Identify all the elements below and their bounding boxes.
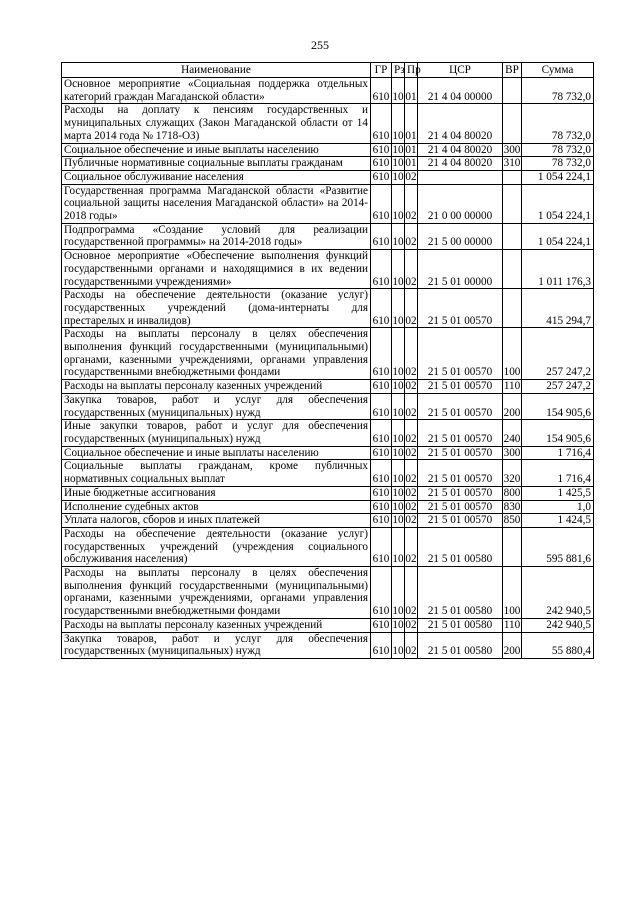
cell-name: Социальное обслуживание населения: [62, 170, 371, 184]
cell-gr: 610: [371, 380, 392, 394]
cell-name: Уплата налогов, сборов и иных платежей: [62, 514, 371, 528]
cell-vr: 830: [503, 500, 521, 513]
cell-sum: 257 247,2: [522, 380, 594, 394]
cell-pr: 02: [405, 223, 418, 249]
table-row: [62, 486, 594, 500]
cell-rz: 10: [392, 380, 404, 393]
table-row: [62, 527, 594, 566]
cell-pr: 02: [405, 500, 417, 513]
page-number: 255: [311, 38, 329, 52]
cell-pr: 01: [405, 78, 418, 104]
cell-pr: 02: [405, 420, 418, 446]
cell-sum: 78 732,0: [522, 78, 594, 104]
cell-rz: 10: [392, 78, 405, 104]
table-row: [62, 289, 594, 328]
cell-name: Основное мероприятие «Социальная поддержка отдельных категорий граждан Магаданской области»: [62, 78, 371, 104]
header-pr: Пр: [405, 63, 418, 78]
cell-name: Расходы на обеспечение деятельности (оказание услуг) государственных учреждений (учреждения социального обслуживания населения): [62, 527, 371, 566]
cell-rz: 10: [392, 514, 404, 527]
cell-csr: 21 5 01 00580: [418, 527, 503, 566]
cell-gr: 610: [371, 486, 392, 500]
cell-rz: 10: [392, 527, 405, 566]
cell-csr: 21 4 04 80020: [418, 157, 503, 171]
cell-vr: 200: [503, 632, 522, 658]
cell-csr: 21 5 01 00580: [418, 618, 503, 632]
cell-rz: 10: [392, 486, 404, 499]
cell-sum: 1 011 176,3: [522, 250, 594, 289]
table-row: [62, 514, 594, 528]
table-row: [62, 223, 594, 249]
cell-pr: 02: [405, 250, 418, 289]
cell-name: Подпрограмма «Создание условий для реализации государственной программы» на 2014-2018 годы»: [62, 223, 371, 249]
cell-vr: [503, 184, 522, 223]
cell-pr: 01: [405, 143, 417, 156]
cell-vr: [503, 527, 522, 566]
cell-gr: 610: [371, 157, 392, 171]
table-row: [62, 500, 594, 514]
cell-gr: 610: [371, 618, 392, 632]
cell-vr: 300: [503, 143, 521, 156]
cell-gr: 610: [371, 143, 392, 157]
cell-gr: 610: [371, 223, 392, 249]
cell-pr: 02: [405, 289, 418, 328]
cell-name: Расходы на выплаты персоналу в целях обеспечения выполнения функций государственными (муниципальными) органами, казенными учреждениями, органами управления государственными внебюджетными фондами: [62, 328, 371, 380]
cell-csr: 21 5 01 00570: [418, 380, 503, 394]
cell-rz: 10: [392, 289, 405, 328]
cell-gr: 610: [371, 567, 392, 619]
cell-gr: 610: [371, 460, 392, 486]
cell-name: Закупка товаров, работ и услуг для обеспечения государственных (муниципальных) нужд: [62, 632, 371, 658]
cell-name: Иные закупки товаров, работ и услуг для обеспечения государственных (муниципальных) нужд: [62, 420, 371, 446]
cell-sum: 415 294,7: [522, 289, 594, 328]
cell-csr: 21 5 01 00570: [418, 446, 503, 460]
cell-vr: [503, 250, 522, 289]
cell-sum: 1 424,5: [522, 514, 594, 528]
cell-pr: 02: [405, 328, 418, 380]
cell-rz: 10: [392, 393, 405, 419]
cell-pr: 02: [405, 567, 418, 619]
cell-rz: 10: [392, 460, 405, 486]
cell-rz: 10: [392, 632, 405, 658]
cell-vr: [503, 223, 522, 249]
cell-rz: 10: [392, 143, 404, 156]
cell-sum: 1 054 224,1: [522, 223, 594, 249]
cell-gr: 610: [371, 78, 392, 104]
cell-rz: 10: [392, 500, 404, 513]
cell-pr: 02: [405, 170, 417, 183]
cell-vr: 200: [503, 393, 522, 419]
cell-csr: 21 5 01 00570: [418, 289, 503, 328]
cell-name: Публичные нормативные социальные выплаты гражданам: [62, 157, 371, 171]
cell-vr: [503, 170, 522, 184]
cell-pr: 02: [405, 460, 418, 486]
cell-csr: 21 4 04 80020: [418, 104, 503, 143]
cell-name: Основное мероприятие «Обеспечение выполнения функций государственными органами и находящимися в их ведении государственными учреждениями»: [62, 250, 371, 289]
cell-sum: 78 732,0: [522, 157, 594, 171]
cell-csr: 21 5 01 00570: [418, 460, 503, 486]
cell-name: Расходы на обеспечение деятельности (оказание услуг) государственных учреждений (дома-интернаты для престарелых и инвалидов): [62, 289, 371, 328]
cell-gr: 610: [371, 500, 392, 514]
cell-gr: 610: [371, 420, 392, 446]
cell-csr: 21 5 01 00570: [418, 328, 503, 380]
table-row: [62, 446, 594, 460]
cell-rz: 10: [392, 446, 404, 459]
cell-sum: 257 247,2: [522, 328, 594, 380]
table-row: [62, 143, 594, 157]
table-row: [62, 420, 594, 446]
cell-pr: 02: [405, 380, 417, 393]
cell-sum: 1 054 224,1: [522, 184, 594, 223]
cell-vr: 850: [503, 514, 521, 527]
cell-rz: 10: [392, 567, 405, 619]
cell-sum: 55 880,4: [522, 632, 594, 658]
cell-vr: 310: [503, 157, 521, 170]
cell-pr: 02: [405, 393, 418, 419]
cell-csr: 21 5 00 00000: [418, 223, 503, 249]
cell-csr: 21 5 01 00570: [418, 514, 503, 528]
cell-vr: 320: [503, 460, 522, 486]
cell-pr: 02: [405, 514, 417, 527]
cell-pr: 02: [405, 527, 418, 566]
cell-sum: 1 054 224,1: [522, 170, 594, 184]
table-row: [62, 184, 594, 223]
cell-rz: 10: [392, 104, 405, 143]
cell-sum: 1 716,4: [522, 460, 594, 486]
cell-name: Социальное обеспечение и иные выплаты населению: [62, 446, 371, 460]
header-sum: Сумма: [522, 63, 594, 78]
cell-csr: 21 4 04 80020: [418, 143, 503, 157]
cell-name: Расходы на выплаты персоналу казенных учреждений: [62, 618, 371, 632]
cell-gr: 610: [371, 446, 392, 460]
cell-sum: 154 905,6: [522, 393, 594, 419]
budget-table: [61, 62, 594, 659]
table-row: [62, 632, 594, 658]
table-row: [62, 460, 594, 486]
header-csr: ЦСР: [418, 63, 503, 78]
cell-vr: 100: [503, 328, 522, 380]
cell-rz: 10: [392, 223, 405, 249]
cell-name: Расходы на выплаты персоналу в целях обеспечения выполнения функций государственными (муниципальными) органами, казенными учреждениями, органами управления государственными внебюджетными фондами: [62, 567, 371, 619]
cell-name: Расходы на доплату к пенсиям государственных и муниципальных служащих (Закон Магаданской области от 14 марта 2014 года № 1718-ОЗ): [62, 104, 371, 143]
cell-name: Закупка товаров, работ и услуг для обеспечения государственных (муниципальных) нужд: [62, 393, 371, 419]
cell-rz: 10: [392, 157, 404, 170]
cell-pr: 01: [405, 157, 417, 170]
cell-rz: 10: [392, 170, 404, 183]
cell-vr: 240: [503, 420, 522, 446]
cell-vr: [503, 104, 522, 143]
header-name: Наименование: [62, 63, 371, 78]
cell-csr: 21 0 00 00000: [418, 184, 503, 223]
cell-rz: 10: [392, 184, 405, 223]
cell-vr: 800: [503, 486, 521, 499]
table-row: [62, 78, 594, 104]
table-row: [62, 250, 594, 289]
table-body: [62, 78, 594, 659]
cell-vr: [503, 78, 522, 104]
cell-vr: 110: [503, 380, 521, 393]
cell-csr: 21 5 01 00570: [418, 393, 503, 419]
cell-rz: 10: [392, 328, 405, 380]
table-row: [62, 618, 594, 632]
cell-sum: 154 905,6: [522, 420, 594, 446]
cell-rz: 10: [392, 618, 404, 631]
cell-name: Расходы на выплаты персоналу казенных учреждений: [62, 380, 371, 394]
cell-gr: 610: [371, 632, 392, 658]
cell-csr: 21 4 04 00000: [418, 78, 503, 104]
cell-pr: 01: [405, 104, 418, 143]
cell-name: Социальное обеспечение и иные выплаты населению: [62, 143, 371, 157]
cell-sum: 1 425,5: [522, 486, 594, 500]
cell-pr: 02: [405, 184, 418, 223]
header-vr: ВР: [503, 63, 522, 78]
table-row: [62, 328, 594, 380]
cell-gr: 610: [371, 104, 392, 143]
cell-sum: 242 940,5: [522, 567, 594, 619]
cell-gr: 610: [371, 514, 392, 528]
cell-pr: 02: [405, 632, 418, 658]
cell-csr: 21 5 01 00580: [418, 632, 503, 658]
cell-gr: 610: [371, 527, 392, 566]
cell-name: Государственная программа Магаданской области «Развитие социальной защиты населения Магаданской области» на 2014-2018 годы»: [62, 184, 371, 223]
cell-csr: 21 5 01 00570: [418, 500, 503, 514]
header-gr: ГР: [371, 63, 392, 78]
cell-csr: [418, 170, 503, 184]
cell-gr: 610: [371, 250, 392, 289]
table-row: [62, 393, 594, 419]
cell-sum: 1 716,4: [522, 446, 594, 460]
cell-gr: 610: [371, 393, 392, 419]
cell-name: Социальные выплаты гражданам, кроме публичных нормативных социальных выплат: [62, 460, 371, 486]
table-row: [62, 157, 594, 171]
cell-csr: 21 5 01 00000: [418, 250, 503, 289]
table-row: [62, 170, 594, 184]
cell-sum: 1,0: [522, 500, 594, 514]
cell-vr: 100: [503, 567, 522, 619]
cell-csr: 21 5 01 00580: [418, 567, 503, 619]
cell-vr: [503, 289, 522, 328]
cell-pr: 02: [405, 486, 417, 499]
cell-sum: 78 732,0: [522, 143, 594, 157]
cell-sum: 595 881,6: [522, 527, 594, 566]
cell-gr: 610: [371, 170, 392, 184]
cell-gr: 610: [371, 184, 392, 223]
table-row: [62, 104, 594, 143]
table-row: [62, 380, 594, 394]
cell-sum: 242 940,5: [522, 618, 594, 632]
cell-pr: 02: [405, 618, 417, 631]
cell-rz: 10: [392, 420, 405, 446]
cell-name: Исполнение судебных актов: [62, 500, 371, 514]
cell-gr: 610: [371, 289, 392, 328]
cell-name: Иные бюджетные ассигнования: [62, 486, 371, 500]
table-row: [62, 567, 594, 619]
cell-csr: 21 5 01 00570: [418, 420, 503, 446]
cell-gr: 610: [371, 328, 392, 380]
cell-rz: 10: [392, 250, 405, 289]
header-rz: Рз: [392, 63, 405, 78]
cell-csr: 21 5 01 00570: [418, 486, 503, 500]
table-header-row: [62, 63, 594, 78]
cell-vr: 300: [503, 446, 521, 459]
cell-sum: 78 732,0: [522, 104, 594, 143]
cell-pr: 02: [405, 446, 417, 459]
cell-vr: 110: [503, 618, 521, 631]
